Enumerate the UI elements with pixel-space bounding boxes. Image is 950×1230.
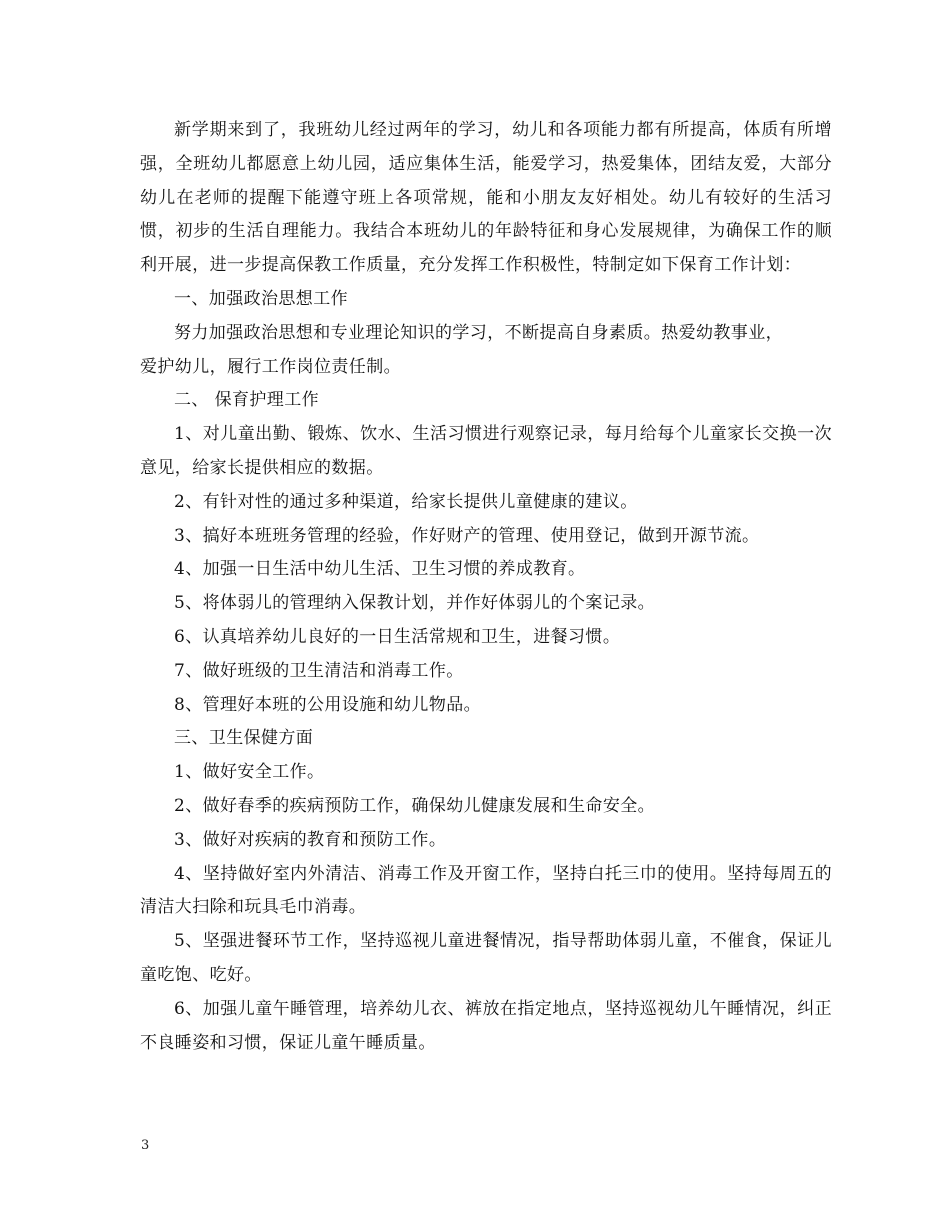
section-1-paragraph-line-1: 努力加强政治思想和专业理论知识的学习，不断提高自身素质。热爱幼教事业， [174, 322, 783, 343]
section-heading-1: 一、加强政治思想工作 [174, 288, 348, 309]
list-item: 6、认真培养幼儿良好的一日生活常规和卫生，进餐习惯。 [174, 626, 621, 647]
list-item: 3、搞好本班班务管理的经验，作好财产的管理、使用登记，做到开源节流。 [174, 525, 760, 546]
document-body [140, 114, 832, 1060]
section-1-paragraph-line-2: 爱护幼儿，履行工作岗位责任制。 [140, 356, 401, 377]
list-item: 2、做好春季的疾病预防工作，确保幼儿健康发展和生命安全。 [174, 795, 656, 816]
list-item: 8、管理好本班的公用设施和幼儿物品。 [174, 694, 482, 715]
intro-paragraph: 新学期来到了，我班幼儿经过两年的学习，幼儿和各项能力都有所提高，体质有所增强，全班幼儿都愿意上幼儿园，适应集体生活，能爱学习，热爱集体，团结友爱，大部分幼儿在老师的提醒下能遵守班上各项常规，能和小朋友友好相处。幼儿有较好的生活习惯，初步的生活自理能力。我结合本班幼儿的年龄特征和身心发展规律，为确保工作的顺利开展，进一步提高保教工作质量，充分发挥工作积极性，特制定如下保育工作计划： [140, 120, 832, 276]
section-heading-2: 二、 保育护理工作 [174, 390, 320, 411]
list-item: 4、坚持做好室内外清洁、消毒工作及开窗工作，坚持白托三巾的使用。坚持每周五的清洁大扫除和玩具毛巾消毒。 [140, 863, 832, 918]
list-item: 2、有针对性的通过多种渠道，给家长提供儿童健康的建议。 [174, 491, 638, 512]
list-item: 5、将体弱儿的管理纳入保教计划，并作好体弱儿的个案记录。 [174, 593, 656, 614]
list-item: 4、加强一日生活中幼儿生活、卫生习惯的养成教育。 [174, 559, 586, 580]
list-item: 1、对儿童出勤、锻炼、饮水、生活习惯进行观察记录，每月给每个儿童家长交换一次意见，给家长提供相应的数据。 [140, 424, 832, 478]
list-item: 7、做好班级的卫生清洁和消毒工作。 [174, 660, 464, 681]
list-item: 3、做好对疾病的教育和预防工作。 [174, 829, 447, 850]
list-item: 5、坚强进餐环节工作，坚持巡视儿童进餐情况，指导帮助体弱儿童，不催食，保证儿童吃饱、吃好。 [140, 931, 832, 985]
list-item: 6、加强儿童午睡管理，培养幼儿衣、裤放在指定地点，坚持巡视幼儿午睡情况，纠正不良睡姿和习惯，保证儿童午睡质量。 [140, 998, 832, 1053]
list-item: 1、做好安全工作。 [174, 762, 325, 783]
page-number: 3 [141, 1138, 150, 1153]
section-heading-3: 三、卫生保健方面 [174, 728, 314, 749]
